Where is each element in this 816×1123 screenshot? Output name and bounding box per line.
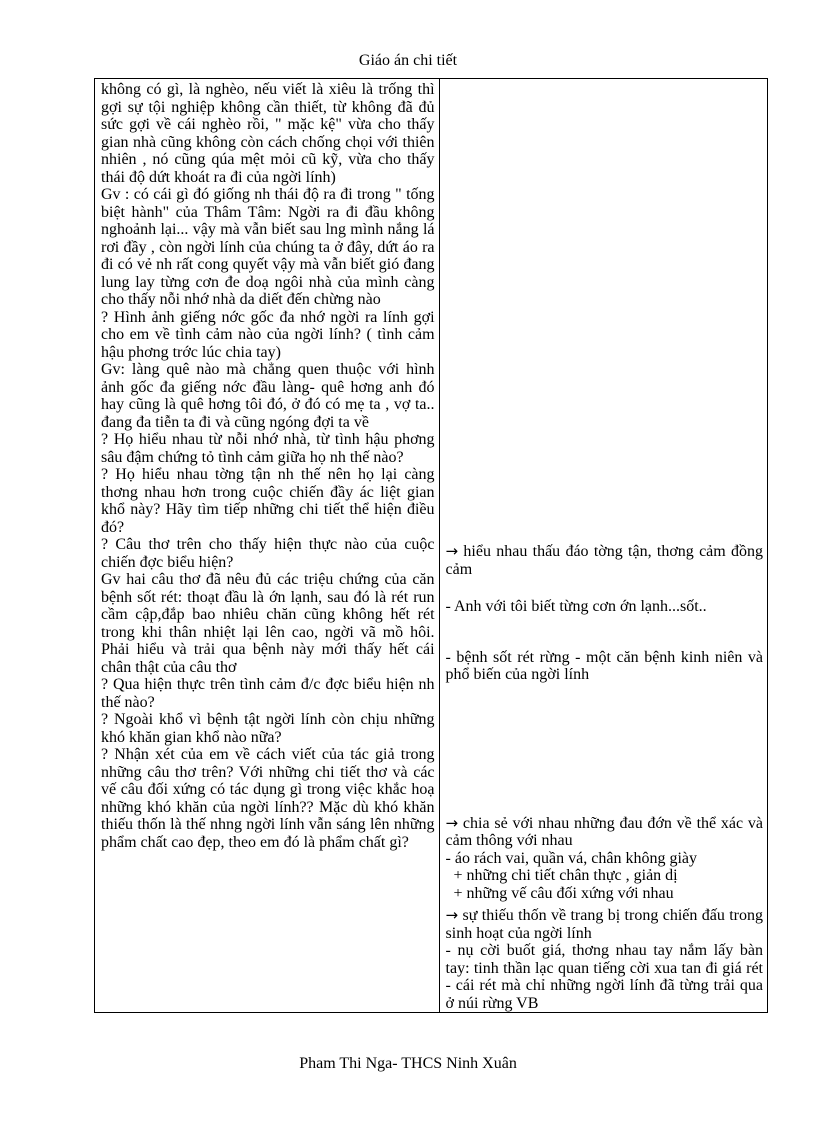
page-header: Giáo án chi tiết (358, 52, 458, 69)
paragraph: ? Hình ảnh giếng nớc gốc đa nhớ ngời ra lính gợi cho em về tình cảm nào của ngời lính? ( tình cảm hậu phơng trớc lúc chia tay) (101, 308, 435, 361)
answer-text: hiểu nhau thấu đáo tờng tận, thơng cảm đồng cảm (445, 543, 764, 578)
answer-item: - áo rách vai, quần vá, chân không giày (445, 849, 697, 867)
paragraph: ? Ngoài khổ vì bệnh tật ngời lính còn chịu những khó khăn gian khổ nào nữa? (101, 711, 435, 746)
answer-column (439, 79, 767, 1013)
spacer (446, 684, 763, 815)
paragraph: ? Họ hiểu nhau tờng tận nh thế nên họ lại càng thơng nhau hơn trong cuộc chiến đầy ác liệt gian khổ này? Hãy tìm tiếp những chi tiết thể hiện điều đó? (101, 466, 435, 536)
answer-text: chia sẻ với nhau những đau đớn về thể xác và cảm thông với nhau (445, 814, 764, 849)
spacer (446, 81, 763, 543)
paragraph: ? Họ hiểu nhau từ nỗi nhớ nhà, từ tình hậu phơng sâu đậm chứng tỏ tình cảm giữa họ nh thế nào? (101, 431, 435, 466)
answer-item (446, 815, 763, 850)
answer-item: - Anh với tôi biết từng cơn ớn lạnh...sốt.. (445, 598, 707, 615)
answer-item: - nụ cời buốt giá, thơng nhau tay nắm lấy bàn tay: tinh thần lạc quan tiếng cời xua tan đi giá rét - cái rét mà chỉ những ngời lính đã từng trải qua ở núi rừng VB (445, 942, 763, 1012)
paragraph: Gv: làng quê nào mà chẳng quen thuộc với hình ảnh gốc đa giếng nớc đầu làng- quê hơng anh đó hay cũng là quê hơng tôi đó, ở đó có mẹ ta , vợ ta.. đang đa tiễn ta đi và cũng ngóng đợi ta về (101, 361, 435, 431)
answer-item: + những chi tiết chân thực , giản dị (453, 867, 678, 884)
table-row (95, 79, 768, 1013)
answer-item (446, 543, 763, 578)
question-column (95, 79, 440, 1013)
answer-text: sự thiếu thốn về trang bị trong chiến đấu trong sinh hoạt của ngời lính (445, 907, 763, 942)
paragraph: không có gì, là nghèo, nếu viết là xiêu là trống thì gợi sự tội nghiệp không cần thiết, từ không đã đủ sức gợi về cái nghèo rồi, " mặc kệ" vừa cho thấy gian nhà cũng không còn cách chống chọi với thiên nhiên , nó cũng qúa mệt mỏi cũ kỹ, vừa cho thấy thái độ dứt khoát ra đi của ngời lính) (101, 81, 435, 186)
spacer (446, 578, 763, 598)
answer-item: - bệnh sốt rét rừng - một căn bệnh kinh niên và phổ biến của ngời lính (445, 648, 763, 683)
answer-item (446, 907, 763, 942)
right-arrow-icon: → (445, 813, 459, 832)
paragraph: Gv : có cái gì đó giống nh thái độ ra đi trong " tống biệt hành" của Thâm Tâm: Ngời ra đi đầu không nghoảnh lại... vậy mà vẫn biết sau lng mình nắng lá rơi đầy , còn ngời lính của chúng ta ở đây, dứt áo ra đi có vẻ nh rất cong quyết vậy mà vẫn biết gió đang lung lay từng cơn đe doạ ngôi nhà của mình càng cho thấy nỗi nhớ nhà da diết đến chừng nào (101, 186, 435, 308)
page-footer: Pham Thi Nga- THCS Ninh Xuân (299, 1055, 517, 1072)
paragraph: Gv hai câu thơ đã nêu đủ các triệu chứng của căn bệnh sốt rét: thoạt đầu là ớn lạnh, sau đó là rét run cầm cập,đắp bao nhiêu chăn cũng không hết rét trong khi thân nhiệt lại lên cao, ngời vã mồ hôi. Phải hiểu và trải qua bệnh này mới thấy hết cái chân thật của câu thơ (101, 571, 435, 676)
paragraph: ? Qua hiện thực trên tình cảm đ/c đợc biểu hiện nh thế nào? (101, 676, 435, 711)
paragraph: ? Nhận xét của em về cách viết của tác giả trong những câu thơ trên? Với những chi tiết thơ và các vế câu đối xứng có tác dụng gì trong việc khắc hoạ những khó khăn của ngời lính?? Mặc dù khó khăn thiếu thốn là thế nhng ngời lính vẫn sáng lên những phẩm chất cao đẹp, theo em đó là phẩm chất gì? (101, 746, 435, 851)
lesson-table (94, 78, 768, 1013)
right-arrow-icon: → (445, 906, 459, 924)
right-arrow-icon: → (445, 542, 459, 560)
spacer (446, 616, 763, 649)
answer-item: + những vế câu đối xứng với nhau (453, 884, 674, 902)
paragraph: ? Câu thơ trên cho thấy hiện thực nào của cuộc chiến đợc biểu hiện? (101, 536, 435, 571)
